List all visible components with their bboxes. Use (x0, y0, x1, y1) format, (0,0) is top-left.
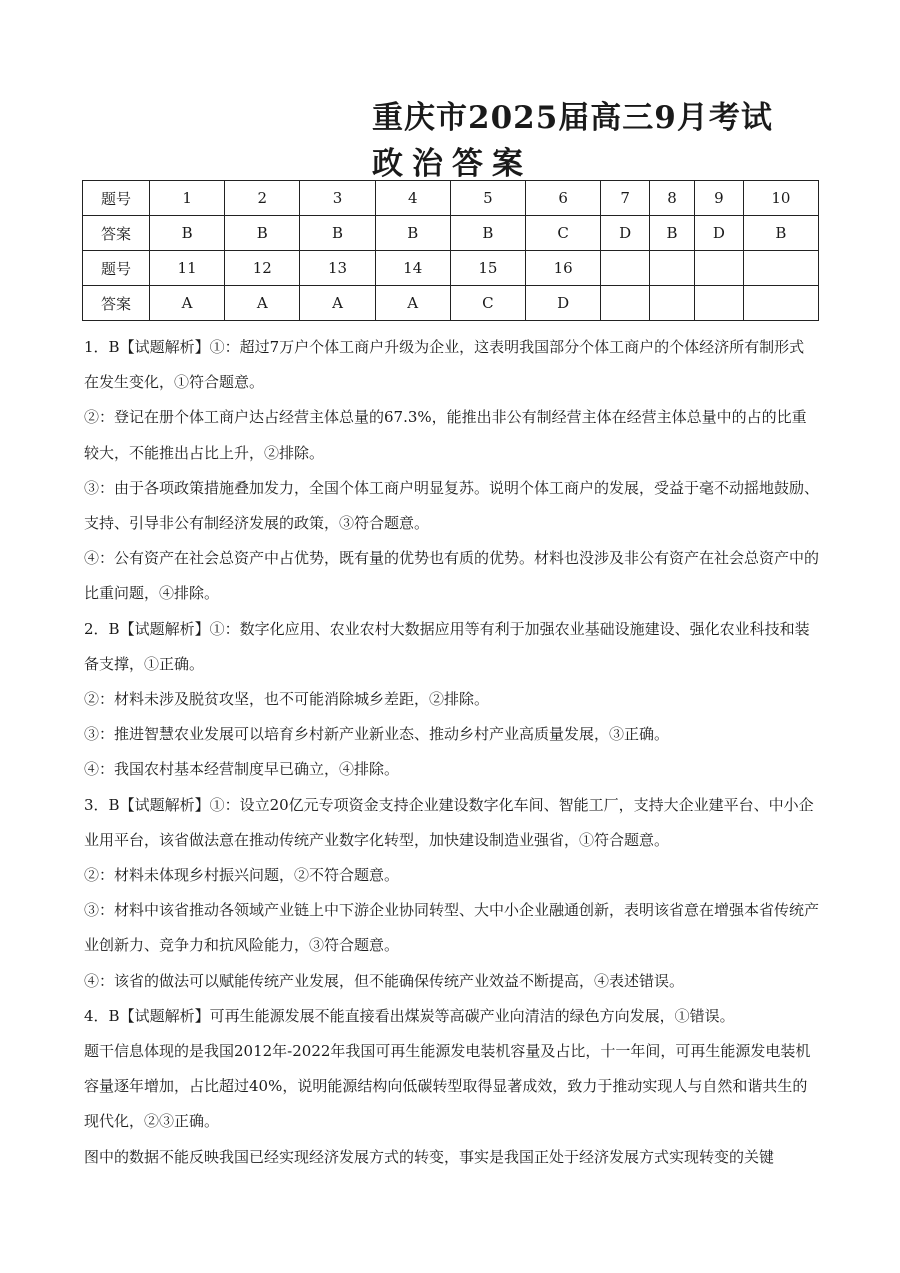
explanation-paragraph: 2．B【试题解析】①：数字化应用、农业农村大数据应用等有利于加强农业基础设施建设、强化农业科技和装备支撑，①正确。 (84, 619, 810, 673)
answer-row (83, 286, 819, 321)
table-cell: C (526, 216, 601, 251)
row-header-cell: 答案 (83, 286, 150, 321)
question-number-row (83, 181, 819, 216)
table-cell: 11 (150, 251, 225, 286)
explanation-paragraph: ④：我国农村基本经营制度早已确立，④排除。 (84, 760, 400, 779)
table-cell: 1 (150, 181, 225, 216)
explanation-paragraph: ②：材料未体现乡村振兴问题，②不符合题意。 (84, 866, 400, 885)
answer-table (82, 180, 819, 321)
table-cell: 8 (649, 181, 694, 216)
explanation-paragraph: 1．B【试题解析】①：超过7万户个体工商户升级为企业，这表明我国部分个体工商户的个体经济所有制形式在发生变化，①符合题意。 (84, 338, 805, 392)
document-title: 重庆市2025届高三9月考试 (372, 100, 773, 136)
table-cell: 12 (225, 251, 300, 286)
explanation-paragraph: ③：材料中该省推动各领域产业链上中下游企业协同转型、大中小企业融通创新，表明该省意在增强本省传统产业创新力、竞争力和抗风险能力，③符合题意。 (84, 901, 820, 955)
table-cell: C (450, 286, 525, 321)
table-cell (601, 251, 650, 286)
table-cell: B (300, 216, 375, 251)
row-header-cell: 答案 (83, 216, 150, 251)
table-cell: 6 (526, 181, 601, 216)
table-cell: D (695, 216, 744, 251)
explanation-paragraph: 图中的数据不能反映我国已经实现经济发展方式的转变，事实是我国正处于经济发展方式实现转变的关键 (84, 1147, 775, 1166)
row-header-cell: 题号 (83, 251, 150, 286)
table-cell (695, 251, 744, 286)
explanation-paragraph: ③：推进智慧农业发展可以培育乡村新产业新业态、推动乡村产业高质量发展，③正确。 (84, 725, 670, 744)
table-cell: B (150, 216, 225, 251)
answer-row (83, 216, 819, 251)
table-cell: A (150, 286, 225, 321)
table-cell: 2 (225, 181, 300, 216)
table-cell: B (375, 216, 450, 251)
table-cell: D (526, 286, 601, 321)
explanation-paragraph: 3．B【试题解析】①：设立20亿元专项资金支持企业建设数字化车间、智能工厂，支持大企业建平台、中小企业用平台，该省做法意在推动传统产业数字化转型，加快建设制造业强省，①符合题意。 (84, 795, 814, 849)
explanation-paragraph: 题干信息体现的是我国2012年-2022年我国可再生能源发电装机容量及占比，十一年间，可再生能源发电装机容量逐年增加，占比超过40%，说明能源结构向低碳转型取得显著成效，致力于推动实现人与自然和谐共生的现代化，②③正确。 (84, 1042, 811, 1131)
explanation-paragraph: ④：公有资产在社会总资产中占优势，既有量的优势也有质的优势。材料也没涉及非公有资产在社会总资产中的比重问题，④排除。 (84, 549, 820, 603)
explanation-paragraph: ②：材料未涉及脱贫攻坚，也不可能消除城乡差距，②排除。 (84, 690, 490, 709)
table-cell: 7 (601, 181, 650, 216)
table-cell: 9 (695, 181, 744, 216)
explanation-paragraph: 4．B【试题解析】可再生能源发展不能直接看出煤炭等高碳产业向清洁的绿色方向发展，①错误。 (84, 1006, 735, 1025)
table-cell (743, 251, 818, 286)
table-cell: B (649, 216, 694, 251)
row-header-cell: 题号 (83, 181, 150, 216)
table-cell: 10 (743, 181, 818, 216)
table-cell: A (375, 286, 450, 321)
table-cell: D (601, 216, 650, 251)
table-cell: 4 (375, 181, 450, 216)
table-cell: B (225, 216, 300, 251)
answer-explanations (84, 330, 819, 1175)
table-cell (601, 286, 650, 321)
table-cell: A (300, 286, 375, 321)
table-cell: 15 (450, 251, 525, 286)
table-cell: 13 (300, 251, 375, 286)
table-cell: A (225, 286, 300, 321)
table-cell: 16 (526, 251, 601, 286)
table-cell: 3 (300, 181, 375, 216)
table-cell: B (743, 216, 818, 251)
table-cell (743, 286, 818, 321)
table-cell (649, 286, 694, 321)
table-cell: 5 (450, 181, 525, 216)
table-cell: B (450, 216, 525, 251)
table-cell (649, 251, 694, 286)
explanation-paragraph: ③：由于各项政策措施叠加发力，全国个体工商户明显复苏。说明个体工商户的发展，受益于毫不动摇地鼓励、支持、引导非公有制经济发展的政策，③符合题意。 (84, 478, 820, 533)
table-cell: 14 (375, 251, 450, 286)
document-subtitle: 政治答案 (372, 146, 532, 182)
question-number-row (83, 251, 819, 286)
table-cell (695, 286, 744, 321)
explanation-paragraph: ④：该省的做法可以赋能传统产业发展，但不能确保传统产业效益不断提高，④表述错误。 (84, 971, 685, 990)
explanation-paragraph: ②：登记在册个体工商户达占经营主体总量的67.3%，能推出非公有制经营主体在经营主体总量中的占的比重较大，不能推出占比上升，②排除。 (84, 408, 807, 462)
